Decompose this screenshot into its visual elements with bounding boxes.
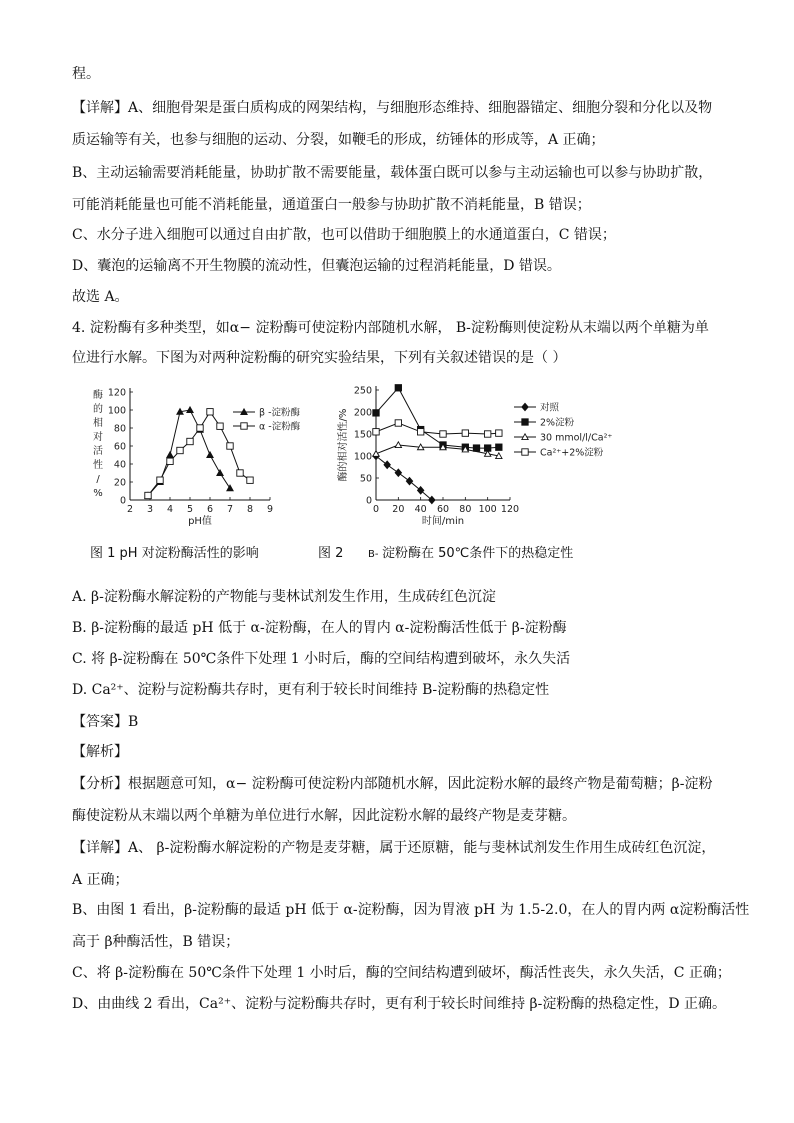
fig2-point-1 bbox=[373, 410, 379, 416]
fig1-y-label-char: 活 bbox=[93, 446, 103, 457]
question-line: 4. 淀粉酶有多种类型，如α− 淀粉酶可使淀粉内部随机水解， Β-淀粉酶则使淀粉从末端以两个单糖为单 bbox=[72, 320, 709, 336]
figure-1-chart bbox=[88, 380, 301, 540]
fig2-legend-marker bbox=[522, 403, 528, 410]
text-line: B、主动运输需要消耗能量，协助扩散不需要能量，载体蛋白既可以参与主动运输也可以参与协助扩散， bbox=[72, 165, 713, 181]
option-c: C. 将 β-淀粉酶在 50℃条件下处理 1 小时后，酶的空间结构遭到破坏，永久失活 bbox=[72, 651, 571, 667]
fig1-x-tick-label: 2 bbox=[126, 504, 134, 515]
fig1-point-1 bbox=[167, 458, 173, 464]
option-d: D. Ca²⁺、淀粉与淀粉酶共存时，更有利于较长时间维持 Β-淀粉酶的热稳定性 bbox=[72, 682, 550, 698]
detail-line: B、由图 1 看出，β-淀粉酶的最适 pH 低于 α-淀粉酶，因为胃液 pH 为 1.5-2.0，在人的胃内两 α淀粉酶活性 bbox=[72, 902, 750, 918]
figure-2-caption-prefix: Β- bbox=[368, 549, 379, 560]
fig1-y-label-char: 对 bbox=[93, 432, 103, 443]
fig2-y-tick-label: 50 bbox=[359, 473, 372, 485]
fig1-x-tick-label: 5 bbox=[186, 504, 194, 515]
fig2-x-tick-label: 60 bbox=[436, 504, 450, 515]
text-line: 可能消耗能量也可能不消耗能量，通道蛋白一般参与协助扩散不消耗能量，B 错误； bbox=[72, 197, 591, 213]
fig2-x-tick-label: 40 bbox=[414, 504, 427, 515]
detail-line: C、将 β-淀粉酶在 50℃条件下处理 1 小时后，酶的空间结构遭到破坏，酶活性丧失，永久失活，C 正确； bbox=[72, 965, 731, 981]
detail-line: 高于 β种酶活性，B 错误； bbox=[72, 934, 240, 950]
fig1-x-tick-label: 8 bbox=[246, 504, 254, 515]
option-b: B. β-淀粉酶的最适 pH 低于 α-淀粉酶，在人的胃内 α-淀粉酶活性低于 β-淀粉酶 bbox=[72, 620, 567, 636]
fig1-y-label-char: % bbox=[93, 488, 103, 499]
detail-line: A 正确； bbox=[72, 872, 129, 888]
detail-line: 【详解】A、 β-淀粉酶水解淀粉的产物是麦芽糖，属于还原糖，能与斐林试剂发生作用生成砖红色沉淀， bbox=[72, 840, 716, 856]
fig1-legend-marker bbox=[241, 423, 247, 429]
fig2-point-0 bbox=[406, 477, 412, 484]
figure-2-svg bbox=[338, 380, 668, 540]
fig2-point-2 bbox=[395, 442, 401, 448]
text-line: 程。 bbox=[72, 66, 100, 82]
fig1-y-label-char: 酶 bbox=[93, 390, 103, 401]
fig2-point-1 bbox=[496, 444, 502, 450]
fig1-y-label-char: 性 bbox=[93, 460, 103, 471]
fig2-x-tick-label: 0 bbox=[372, 504, 380, 515]
answer-line: 【答案】B bbox=[72, 714, 139, 730]
fig1-point-0 bbox=[227, 485, 233, 491]
fig2-legend-marker bbox=[522, 449, 528, 455]
fig2-point-3 bbox=[496, 430, 502, 436]
fig2-point-0 bbox=[395, 469, 401, 476]
fig2-point-2 bbox=[373, 451, 379, 457]
fig2-x-tick-label: 100 bbox=[478, 504, 497, 515]
fig1-point-0 bbox=[207, 452, 213, 458]
fig2-x-tick-label: 120 bbox=[500, 504, 520, 515]
fig1-point-0 bbox=[217, 470, 223, 476]
fig1-point-1 bbox=[145, 492, 151, 498]
question-line: 位进行水解。下图为对两种淀粉酶的研究实验结果，下列有关叙述错误的是（ ） bbox=[72, 350, 567, 366]
fig1-point-0 bbox=[187, 407, 193, 413]
fig2-series-line-3 bbox=[376, 423, 499, 434]
fig2-series-line-2 bbox=[376, 445, 499, 456]
text-line: D、囊泡的运输离不开生物膜的流动性，但囊泡运输的过程消耗能量，D 错误。 bbox=[72, 258, 561, 274]
fig1-y-tick-label: 0 bbox=[119, 495, 126, 507]
analysis-heading: 【解析】 bbox=[72, 744, 128, 760]
fig1-x-tick-label: 6 bbox=[206, 504, 214, 515]
text-line: 【详解】A、细胞骨架是蛋白质构成的网架结构，与细胞形态维持、细胞器锚定、细胞分裂和分化以及物 bbox=[72, 100, 713, 116]
fig2-y-label: 酶的相对活性/% bbox=[338, 408, 349, 482]
fig1-x-tick-label: 4 bbox=[166, 504, 174, 515]
fig2-point-0 bbox=[384, 461, 390, 468]
fig2-x-tick-label: 80 bbox=[459, 504, 472, 515]
fig1-point-1 bbox=[217, 423, 223, 429]
fig1-point-1 bbox=[197, 425, 203, 431]
fig1-y-label-char: 相 bbox=[93, 418, 103, 429]
figure-1-svg bbox=[88, 380, 301, 540]
fig1-point-1 bbox=[247, 477, 253, 483]
fig1-point-1 bbox=[177, 447, 183, 453]
fig1-point-1 bbox=[157, 477, 163, 483]
fig1-x-label: pH值 bbox=[188, 516, 212, 527]
analysis-line: 【分析】根据题意可知，α− 淀粉酶可使淀粉内部随机水解，因此淀粉水解的最终产物是葡萄糖；β-淀粉 bbox=[72, 776, 713, 792]
fig1-point-1 bbox=[187, 438, 193, 444]
fig2-legend-label: 对照 bbox=[540, 402, 560, 414]
fig2-series-line-1 bbox=[376, 388, 499, 448]
fig2-series-line-0 bbox=[376, 456, 432, 500]
text-line: C、水分子进入细胞可以通过自由扩散，也可以借助于细胞膜上的水通道蛋白，C 错误； bbox=[72, 227, 616, 243]
fig1-legend-label: β -淀粉酶 bbox=[259, 407, 301, 419]
fig2-y-tick-label: 250 bbox=[353, 385, 372, 397]
fig1-point-1 bbox=[237, 470, 243, 476]
text-line: 质运输等有关，也参与细胞的运动、分裂，如鞭毛的形成，纺锤体的形成等，A 正确； bbox=[72, 132, 605, 148]
fig1-x-tick-label: 7 bbox=[226, 504, 234, 515]
fig1-x-tick-label: 9 bbox=[266, 504, 274, 515]
fig2-y-tick-label: 100 bbox=[353, 451, 372, 463]
fig1-y-label-char: / bbox=[96, 474, 100, 485]
fig2-point-3 bbox=[373, 429, 379, 435]
fig2-point-3 bbox=[440, 431, 446, 437]
figure-2-caption-label: 图 2 bbox=[318, 546, 344, 561]
fig1-point-1 bbox=[227, 443, 233, 449]
fig2-point-3 bbox=[484, 431, 490, 437]
fig1-y-tick-label: 100 bbox=[107, 405, 126, 417]
fig2-legend-label: 2%淀粉 bbox=[540, 417, 575, 429]
fig1-y-tick-label: 20 bbox=[113, 477, 126, 489]
fig1-point-0 bbox=[167, 452, 173, 458]
fig2-point-3 bbox=[395, 420, 401, 426]
fig1-y-tick-label: 40 bbox=[113, 459, 126, 471]
fig2-y-tick-label: 200 bbox=[353, 407, 372, 419]
fig2-legend-label: 30 mmol/l/Ca²⁺ bbox=[540, 432, 613, 444]
fig2-y-tick-label: 150 bbox=[353, 429, 372, 441]
fig2-legend-label: Ca²⁺+2%淀粉 bbox=[540, 447, 604, 459]
text-line: 故选 A。 bbox=[72, 289, 129, 305]
fig2-point-3 bbox=[462, 430, 468, 436]
fig2-x-tick-label: 20 bbox=[392, 504, 405, 515]
option-a: A. β-淀粉酶水解淀粉的产物能与斐林试剂发生作用，生成砖红色沉淀 bbox=[72, 589, 496, 605]
detail-line: D、由曲线 2 看出，Ca²⁺、淀粉与淀粉酶共存时，更有利于较长时间维持 β-淀粉酶的热稳定性，D 正确。 bbox=[72, 996, 727, 1012]
fig2-point-1 bbox=[395, 385, 401, 391]
fig2-point-1 bbox=[473, 445, 479, 451]
analysis-line: 酶使淀粉从末端以两个单糖为单位进行水解，因此淀粉水解的最终产物是麦芽糖。 bbox=[72, 808, 576, 824]
figure-2-caption-text: 淀粉酶在 50℃条件下的热稳定性 bbox=[382, 546, 574, 561]
fig2-point-3 bbox=[417, 429, 423, 435]
fig1-y-tick-label: 120 bbox=[107, 387, 126, 399]
fig2-x-label: 时间/min bbox=[421, 516, 465, 527]
fig2-y-tick-label: 0 bbox=[365, 495, 372, 507]
fig2-legend-marker bbox=[522, 419, 528, 425]
fig1-x-tick-label: 3 bbox=[146, 504, 154, 515]
fig1-y-tick-label: 60 bbox=[113, 441, 126, 453]
fig1-y-tick-label: 80 bbox=[113, 423, 126, 435]
fig1-legend-label: α -淀粉酶 bbox=[259, 421, 301, 433]
fig1-y-label-char: 的 bbox=[93, 404, 103, 415]
figure-1-caption: 图 1 pH 对淀粉酶活性的影响 bbox=[90, 546, 259, 561]
fig1-point-1 bbox=[207, 409, 213, 415]
figure-2-chart bbox=[338, 380, 668, 540]
